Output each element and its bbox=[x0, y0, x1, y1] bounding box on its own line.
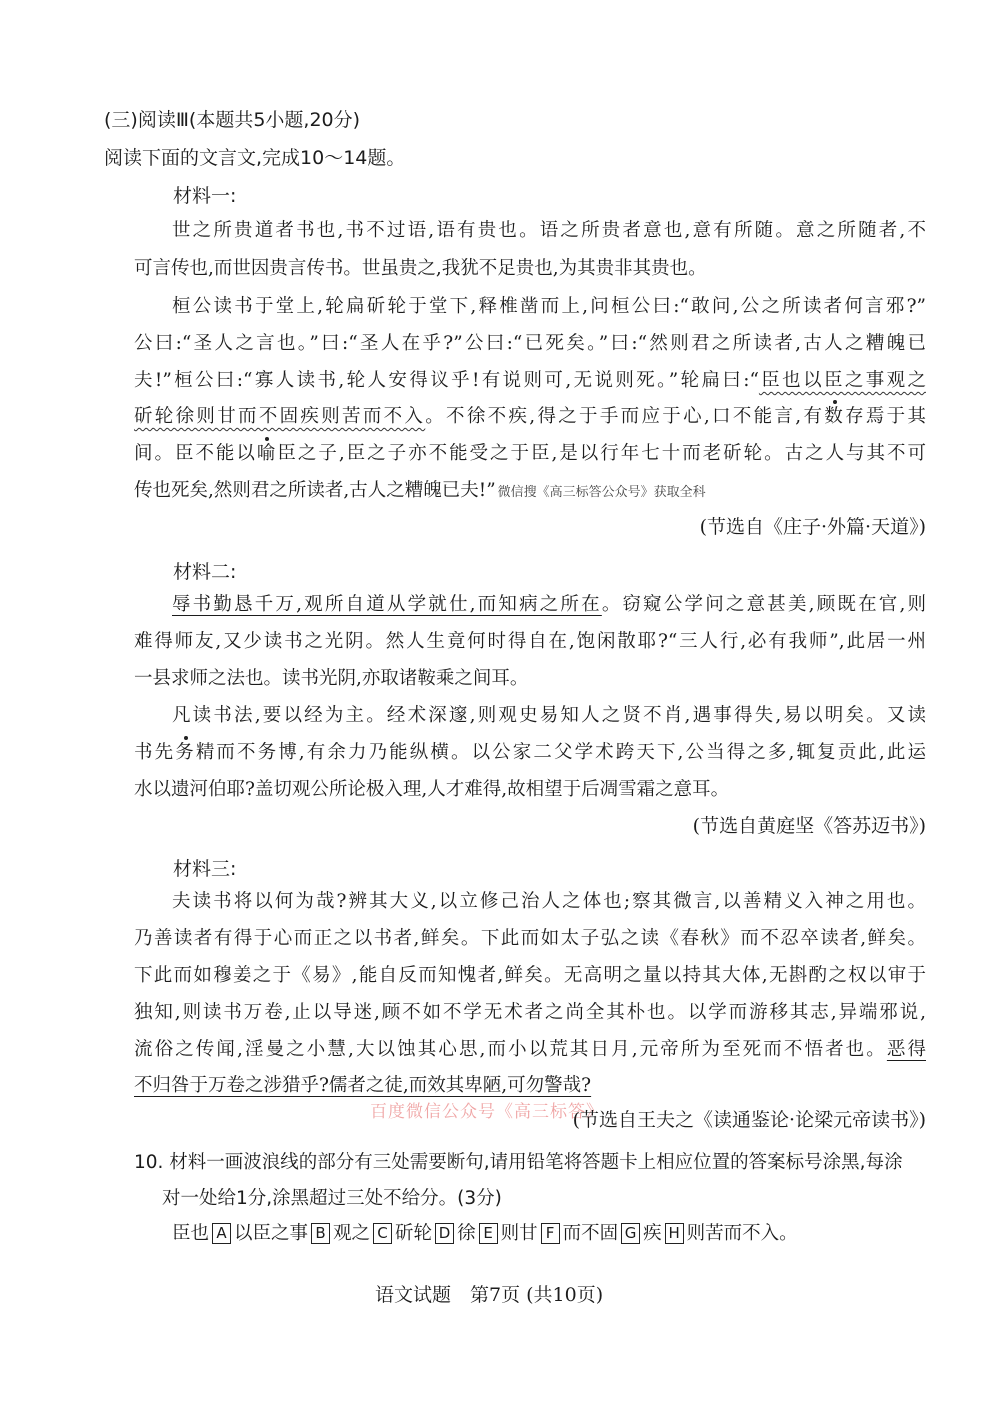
material-2-p1-line1-tail: 。窃窥公学问之意甚美,顾既在官,则 bbox=[601, 594, 927, 615]
material-3-line4: 独知,则读书万卷,止以导迷,顾不如不学无术者之尚全其朴也。以学而游移其志,异端邪说, bbox=[134, 1002, 926, 1023]
material-3-line6 bbox=[134, 1074, 926, 1098]
segment-9: 则苦而不入。 bbox=[686, 1223, 798, 1244]
wavy-underline-segment-1: 臣也以臣之事观之 bbox=[758, 370, 926, 391]
segment-7: 而不固 bbox=[562, 1223, 619, 1244]
question-10-line1: 10. 材料一画波浪线的部分有三处需要断句,请用铅笔将答题卡上相应位置的答案标号涂黑,每涂 bbox=[134, 1152, 903, 1173]
material-1-p2-line5-head: 间。臣不能以 bbox=[134, 443, 257, 464]
material-3-line3: 下此而如穆姜之于《易》,能自反而知愧者,鲜矣。无高明之量以持其大体,无斟酌之权以审于 bbox=[134, 965, 926, 986]
material-3-line1: 夫读书将以何为哉?辨其大义,以立修己治人之体也;察其微言,以善精义入神之用也。 bbox=[172, 891, 926, 912]
material-3-line5 bbox=[134, 1038, 926, 1062]
segment-1: 臣也 bbox=[172, 1223, 210, 1244]
material-1-p2-line4-tail: 存焉于其 bbox=[845, 406, 926, 427]
question-10-line2: 对一处给1分,涂黑超过三处不给分。(3分) bbox=[162, 1188, 502, 1209]
question-10-options bbox=[172, 1222, 798, 1246]
option-b-box[interactable]: B bbox=[311, 1223, 330, 1244]
material-3-label: 材料三: bbox=[173, 858, 237, 880]
dotted-char-wu: 务 bbox=[175, 742, 196, 763]
material-1-p2-line5-tail: 臣之子,臣之子亦不能受之于臣,是以行年七十而老斫轮。古之人与其不可 bbox=[277, 443, 926, 464]
material-1-source: (节选自《庄子·外篇·天道》) bbox=[699, 516, 926, 538]
material-2-p2-line1: 凡读书法,要以经为主。经术深邃,则观史易知人之贤不肖,遇事得失,易以明矣。又读 bbox=[172, 705, 926, 726]
dotted-char-yu: 喻 bbox=[256, 443, 278, 464]
material-1-p2-line2: 公曰:“圣人之言也。”曰:“圣人在乎?”公曰:“已死矣。”曰:“然则君之所读者,古人之糟魄已 bbox=[134, 333, 926, 354]
option-d-box[interactable]: D bbox=[435, 1223, 454, 1244]
option-h-box[interactable]: H bbox=[665, 1223, 684, 1244]
material-1-p2-line5 bbox=[134, 442, 926, 466]
segment-4: 斫轮 bbox=[395, 1223, 433, 1244]
material-1-p2-line4-text: 。不徐不疾,得之于手而应于心,口不能言,有 bbox=[425, 406, 825, 427]
material-1-p1-line1: 世之所贵道者书也,书不过语,语有贵也。语之所贵者意也,意有所随。意之所随者,不 bbox=[172, 220, 926, 241]
material-1-p2-line6-text: 传也死矣,然则君之所读者,古人之糟魄已夫!” bbox=[134, 480, 496, 501]
material-2-p2-line2 bbox=[134, 741, 926, 765]
material-3-line2: 乃善读者有得于心而正之以书者,鲜矣。下此而如太子弘之读《春秋》而不忍卒读者,鲜矣。 bbox=[134, 928, 926, 949]
option-g-box[interactable]: G bbox=[621, 1223, 640, 1244]
material-1-p2-line1: 桓公读书于堂上,轮扁斫轮于堂下,释椎凿而上,问桓公曰:“敢问,公之所读者何言邪?” bbox=[172, 296, 926, 317]
underlined-sentence-2-end: 不归咎于万卷之涉猎乎?儒者之徒,而效其卑陋,可勿警哉? bbox=[134, 1075, 592, 1096]
material-2-label: 材料二: bbox=[173, 561, 237, 583]
option-a-box[interactable]: A bbox=[212, 1223, 231, 1244]
material-1-p2-line3-text: 夫!”桓公曰:“寡人读书,轮人安得议乎!有说则可,无说则死。”轮扁曰:“ bbox=[134, 370, 759, 391]
dotted-char-shu: 数 bbox=[824, 406, 846, 427]
material-2-p2-line2-tail: 精而不务博,有余力乃能纵横。以公家二父学术跨天下,公当得之多,辄复贡此,此运 bbox=[195, 742, 926, 763]
promo-note: 微信搜《高三标答公众号》获取全科 bbox=[497, 485, 706, 500]
section-header: (三)阅读Ⅲ(本题共5小题,20分) bbox=[104, 109, 361, 131]
option-e-box[interactable]: E bbox=[479, 1223, 498, 1244]
segment-6: 则甘 bbox=[500, 1223, 538, 1244]
wavy-underline-segment-2: 斫轮徐则甘而不固疾则苦而不入 bbox=[134, 406, 426, 427]
watermark: 百度微信公众号《高三标答》 bbox=[370, 1102, 604, 1122]
material-2-p1-line2: 难得师友,又少读书之光阴。然人生竟何时得自在,饱闲散耶?“三人行,必有我师”,此居一州 bbox=[134, 631, 926, 652]
segment-2: 以臣之事 bbox=[234, 1223, 309, 1244]
material-3-line5-text: 流俗之传闻,淫曼之小慧,大以蚀其心思,而小以荒其日月,元帝所为至死而不悟者也。 bbox=[134, 1039, 887, 1060]
segment-3: 观之 bbox=[333, 1223, 371, 1244]
material-2-source: (节选自黄庭坚《答苏迈书》) bbox=[692, 815, 926, 837]
material-2-p1-line3: 一县求师之法也。读书光阴,亦取诸鞍乘之间耳。 bbox=[134, 668, 529, 689]
option-c-box[interactable]: C bbox=[373, 1223, 392, 1244]
material-1-label: 材料一: bbox=[173, 185, 237, 207]
segment-5: 徐 bbox=[457, 1223, 476, 1244]
underlined-sentence-2-start: 恶得 bbox=[886, 1039, 926, 1060]
underlined-sentence-1: 辱书勤恳千万,观所自道从学就仕,而知病之所在 bbox=[172, 594, 602, 615]
page-footer: 语文试题 第7页 (共10页) bbox=[375, 1284, 604, 1306]
material-1-p2-line4 bbox=[134, 405, 926, 429]
material-2-p1-line1 bbox=[172, 593, 926, 617]
material-1-p2-line6 bbox=[134, 479, 926, 505]
option-f-box[interactable]: F bbox=[541, 1223, 560, 1244]
segment-8: 疾 bbox=[643, 1223, 662, 1244]
material-1-p1-line2: 可言传也,而世因贵言传书。世虽贵之,我犹不足贵也,为其贵非其贵也。 bbox=[134, 258, 707, 279]
material-2-p2-line2-head: 书先 bbox=[134, 742, 176, 763]
material-3-source: (节选自王夫之《读通鉴论·论梁元帝读书》) bbox=[572, 1109, 926, 1131]
material-2-p2-line3: 水以遗河伯耶?盖切观公所论极入理,人才难得,故相望于后凋雪霜之意耳。 bbox=[134, 779, 730, 800]
instruction: 阅读下面的文言文,完成10～14题。 bbox=[104, 147, 406, 169]
material-1-p2-line3 bbox=[134, 369, 926, 393]
